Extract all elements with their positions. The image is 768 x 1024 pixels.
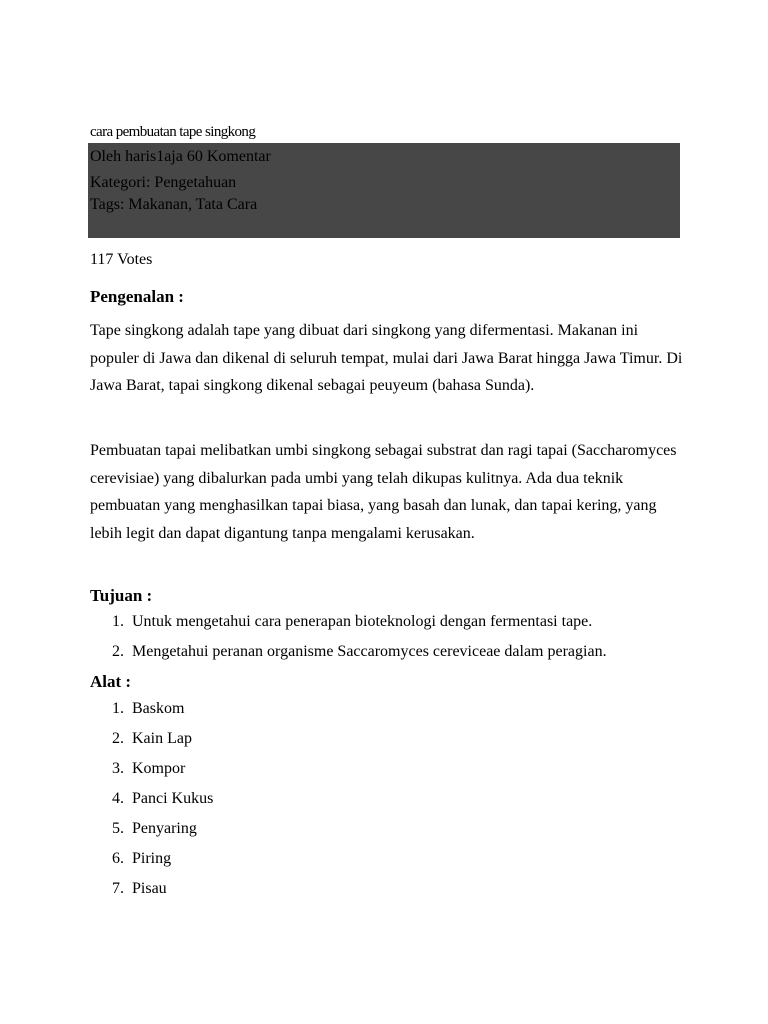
tags-line: Tags: Makanan, Tata Cara (90, 196, 258, 213)
section-heading-pengenalan: Pengenalan : (90, 287, 184, 306)
list-item-number: 5. (112, 820, 124, 837)
list-item-text: Piring (132, 850, 172, 867)
list-item-number: 1. (112, 613, 124, 630)
list-item-number: 6. (112, 850, 124, 867)
list-item-text: Kompor (132, 760, 186, 777)
list-item-number: 7. (112, 880, 124, 897)
list-item-number: 2. (112, 643, 124, 660)
list-item-text: Panci Kukus (132, 790, 214, 807)
paragraph: Tape singkong adalah tape yang dibuat dari singkong yang difermentasi. Makanan ini populer di Jawa dan dikenal di seluruh tempat, mulai dari Jawa Barat hingga Jawa Timur. Di Jawa Barat, tapai singkong dikenal sebagai peuyeum (bahasa Sunda). (90, 322, 683, 394)
list-item-text: Pisau (132, 880, 167, 897)
list-item-text: Baskom (132, 700, 185, 717)
list-item-number: 3. (112, 760, 124, 777)
list-item-number: 2. (112, 730, 124, 747)
list-item-number: 1. (112, 700, 124, 717)
article-meta-box (88, 143, 680, 238)
list-item-number: 4. (112, 790, 124, 807)
list-item-text: Penyaring (132, 820, 197, 837)
list-item-text: Mengetahui peranan organisme Saccaromyces cereviceae dalam peragian. (132, 643, 607, 660)
paragraph: Pembuatan tapai melibatkan umbi singkong sebagai substrat dan ragi tapai (Saccharomyces cerevisiae) yang dibalurkan pada umbi yang telah dikupas kulitnya. Ada dua teknik pembuatan yang menghasilkan tapai biasa, yang basah dan lunak, dan tapai kering, yang lebih legit dan dapat digantung tanpa mengalami kerusakan. (90, 442, 677, 542)
list-item-text: Untuk mengetahui cara penerapan bioteknologi dengan fermentasi tape. (132, 613, 593, 630)
vote-count: 117 Votes (90, 251, 153, 268)
list-item-text: Kain Lap (132, 730, 192, 747)
section-heading-tujuan: Tujuan : (90, 586, 153, 605)
section-heading-alat: Alat : (90, 672, 132, 691)
document-title: cara pembuatan tape singkong (90, 124, 256, 140)
category-line: Kategori: Pengetahuan (90, 174, 237, 191)
author-comment-line: Oleh haris1aja 60 Komentar (90, 148, 271, 165)
